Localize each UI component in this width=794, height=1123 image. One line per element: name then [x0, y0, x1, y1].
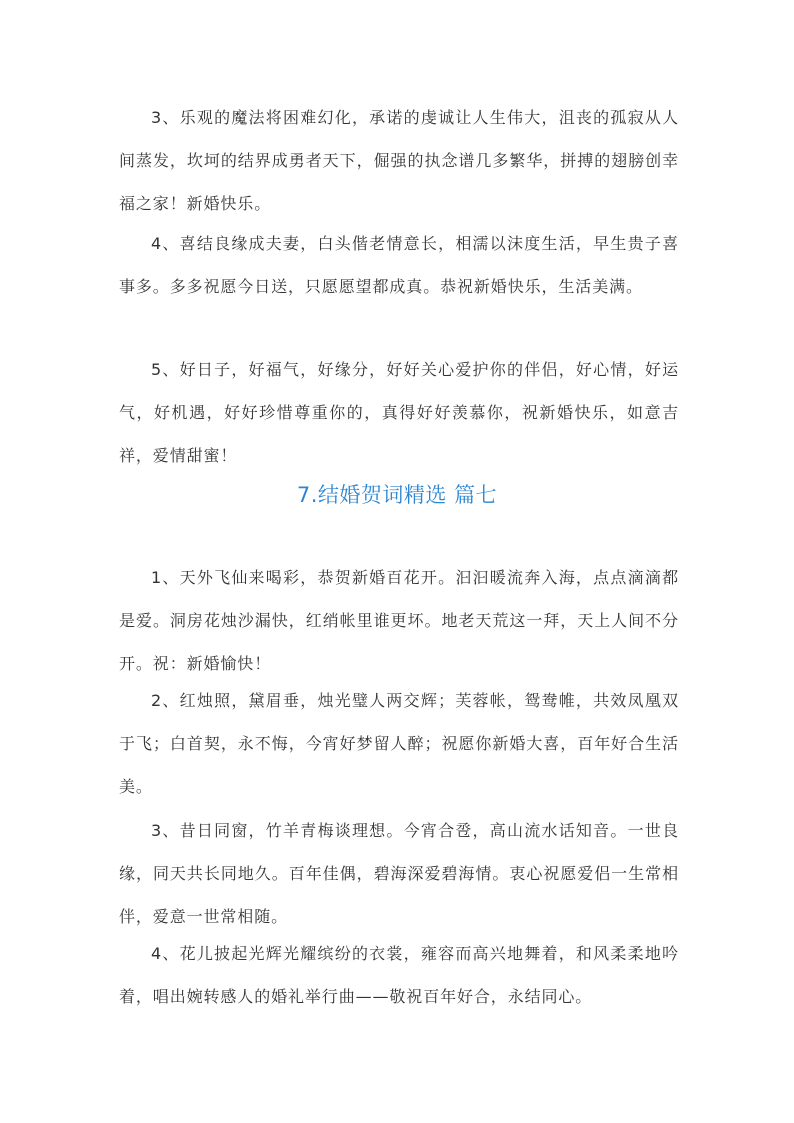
paragraph-section7-wish-1: 1、天外飞仙来喝彩，恭贺新婚百花开。汩汩暖流奔入海，点点滴滴都是爱。洞房花烛沙漏快，红绡帐里谁更坏。地老天荒这一拜，天上人间不分开。祝：新婚愉快！ — [119, 568, 679, 673]
paragraph-section7-wish-3: 3、昔日同窗，竹羊青梅谈理想。今宵合卺，高山流水话知音。一世良缘，同天共长同地久。百年佳偶，碧海深爱碧海情。衷心祝愿爱侣一生常相伴，爱意一世常相随。 — [119, 821, 679, 926]
paragraph-section7-wish-2: 2、红烛照，黛眉垂，烛光璧人两交辉；芙蓉帐，鸳鸯帷，共效凤凰双于飞；白首契，永不悔，今宵好梦留人醉；祝愿你新婚大喜，百年好合生活美。 — [119, 691, 679, 796]
section-heading: 7.结婚贺词精选 篇七 — [296, 483, 498, 507]
paragraph-wish-3-optimism: 3、乐观的魔法将困难幻化，承诺的虔诚让人生伟大，沮丧的孤寂从人间蒸发，坎坷的结界成勇者天下，倔强的执念谱几多繁华，拼搏的翅膀创幸福之家！新婚快乐。 — [119, 108, 679, 213]
paragraph-wish-5-good-days: 5、好日子，好福气，好缘分，好好关心爱护你的伴侣，好心情，好运气，好机遇，好好珍惜尊重你的，真得好好羡慕你，祝新婚快乐，如意吉祥，爱情甜蜜！ — [119, 360, 679, 465]
paragraph-section7-wish-4: 4、花儿披起光辉光耀缤纷的衣裳，雍容而高兴地舞着，和风柔柔地吟着，唱出婉转感人的婚礼举行曲——敬祝百年好合，永结同心。 — [119, 944, 679, 1006]
paragraph-wish-4-marriage: 4、喜结良缘成夫妻，白头偕老情意长，相濡以沫度生活，早生贵子喜事多。多多祝愿今日送，只愿愿望都成真。恭祝新婚快乐，生活美满。 — [119, 234, 679, 296]
